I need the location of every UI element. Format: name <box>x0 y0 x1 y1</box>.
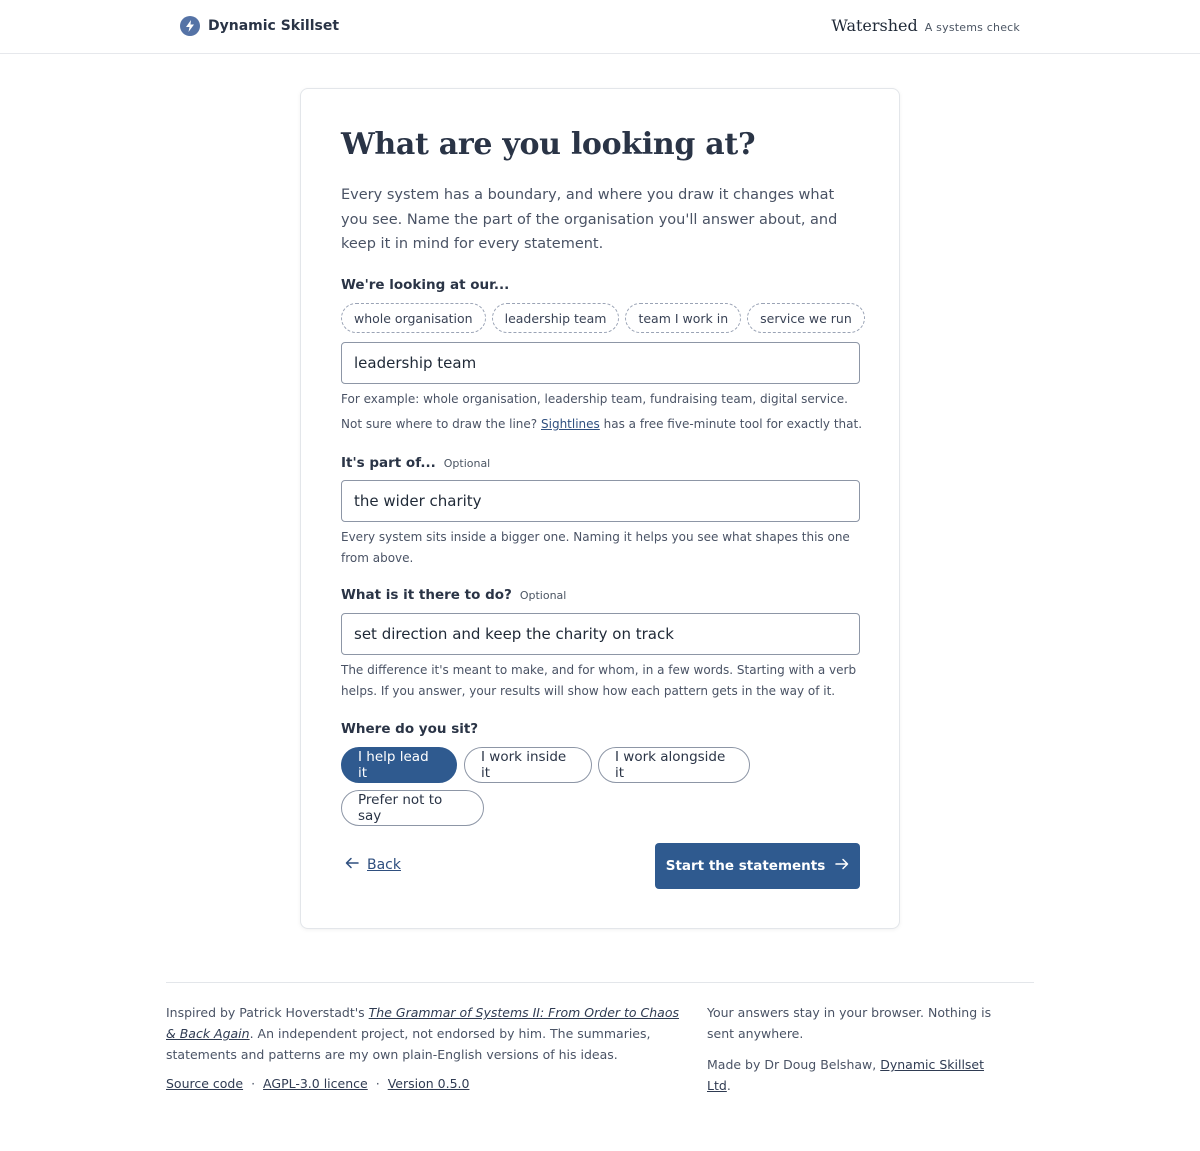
purpose-input[interactable] <box>341 613 860 655</box>
intro-text: Every system has a boundary, and where you draw it changes what you see. Name the part of the organisation you'll answer about, and keep it in mind for every statement. <box>341 187 838 252</box>
sit-option-help-lead[interactable]: I help lead it <box>341 747 457 783</box>
part-of-input[interactable] <box>341 480 860 522</box>
sightlines-link[interactable]: Sightlines <box>541 417 600 431</box>
arrow-right-icon <box>835 858 849 874</box>
purpose-label <box>341 587 566 603</box>
footer-links <box>166 1076 469 1091</box>
arrow-left-icon <box>345 857 359 873</box>
purpose-label-text: What is it there to do? <box>341 587 512 603</box>
sightlines-hint-after: has a free five-minute tool for exactly that. <box>603 417 863 431</box>
start-statements-label: Start the statements <box>665 858 826 874</box>
purpose-hint: The difference it's meant to make, and for whom, in a few words. Starting with a verb helps. If you answer, your results will show how each pattern gets in the way of it. <box>341 663 857 698</box>
made-by <box>707 1054 997 1096</box>
lightning-bolt-icon <box>180 16 200 36</box>
back-link[interactable] <box>345 857 401 873</box>
sit-option-work-inside[interactable]: I work inside it <box>464 747 592 783</box>
setup-card <box>300 88 900 929</box>
book-title-link[interactable]: The Grammar of Systems II: From Order to Chaos & Back Again <box>166 1005 680 1041</box>
system-label-text: We're looking at our... <box>341 277 510 293</box>
system-hint-sightlines <box>341 414 866 435</box>
chip-team-i-work-in[interactable]: team I work in <box>625 303 741 333</box>
sightlines-hint-before: Not sure where to draw the line? <box>341 417 538 431</box>
part-of-optional-tag: Optional <box>443 457 491 470</box>
chip-leadership-team[interactable]: leadership team <box>492 303 620 333</box>
app-tagline: A systems check <box>924 21 1020 34</box>
made-by-after: . <box>726 1078 731 1093</box>
sit-option-work-alongside[interactable]: I work alongside it <box>598 747 750 783</box>
system-input[interactable] <box>341 342 860 384</box>
page-title: What are you looking at? <box>341 127 756 162</box>
footer-divider <box>166 982 1034 983</box>
licence-link[interactable]: AGPL-3.0 licence <box>263 1076 368 1091</box>
top-bar <box>0 0 1200 54</box>
brand-name: Dynamic Skillset <box>208 18 340 34</box>
purpose-optional-tag: Optional <box>519 589 567 602</box>
source-code-link[interactable]: Source code <box>166 1076 244 1091</box>
footer-separator: · <box>251 1076 256 1091</box>
app-name: Watershed <box>831 16 918 35</box>
start-statements-button[interactable] <box>655 843 860 889</box>
system-hint: For example: whole organisation, leadership team, fundraising team, digital service. <box>341 392 848 406</box>
privacy-note: Your answers stay in your browser. Nothing is sent anywhere. <box>707 1005 992 1041</box>
part-of-label <box>341 455 490 471</box>
chip-whole-organisation[interactable]: whole organisation <box>341 303 486 333</box>
back-label: Back <box>367 857 401 873</box>
part-of-label-text: It's part of... <box>341 455 436 471</box>
credit-after: . An independent project, not endorsed by him. The summaries, statements and patterns are my own plain-English versions of his ideas. <box>166 1026 651 1062</box>
system-label <box>341 277 509 293</box>
version-link[interactable]: Version 0.5.0 <box>387 1076 470 1091</box>
footer-privacy <box>707 1002 997 1096</box>
sit-label-text: Where do you sit? <box>341 721 479 737</box>
footer-separator: · <box>375 1076 380 1091</box>
brand[interactable] <box>180 16 339 36</box>
part-of-hint: Every system sits inside a bigger one. Naming it helps you see what shapes this one from above. <box>341 530 850 565</box>
company-link[interactable]: Dynamic Skillset Ltd <box>707 1057 985 1093</box>
app-identity <box>831 16 1020 35</box>
footer-credit <box>166 1002 686 1065</box>
system-suggestion-chips <box>341 303 865 333</box>
sit-option-prefer-not[interactable]: Prefer not to say <box>341 790 484 826</box>
sit-label <box>341 721 478 737</box>
chip-service-we-run[interactable]: service we run <box>747 303 865 333</box>
credit-before: Inspired by Patrick Hoverstadt's <box>166 1005 365 1020</box>
made-by-before: Made by Dr Doug Belshaw, <box>707 1057 877 1072</box>
